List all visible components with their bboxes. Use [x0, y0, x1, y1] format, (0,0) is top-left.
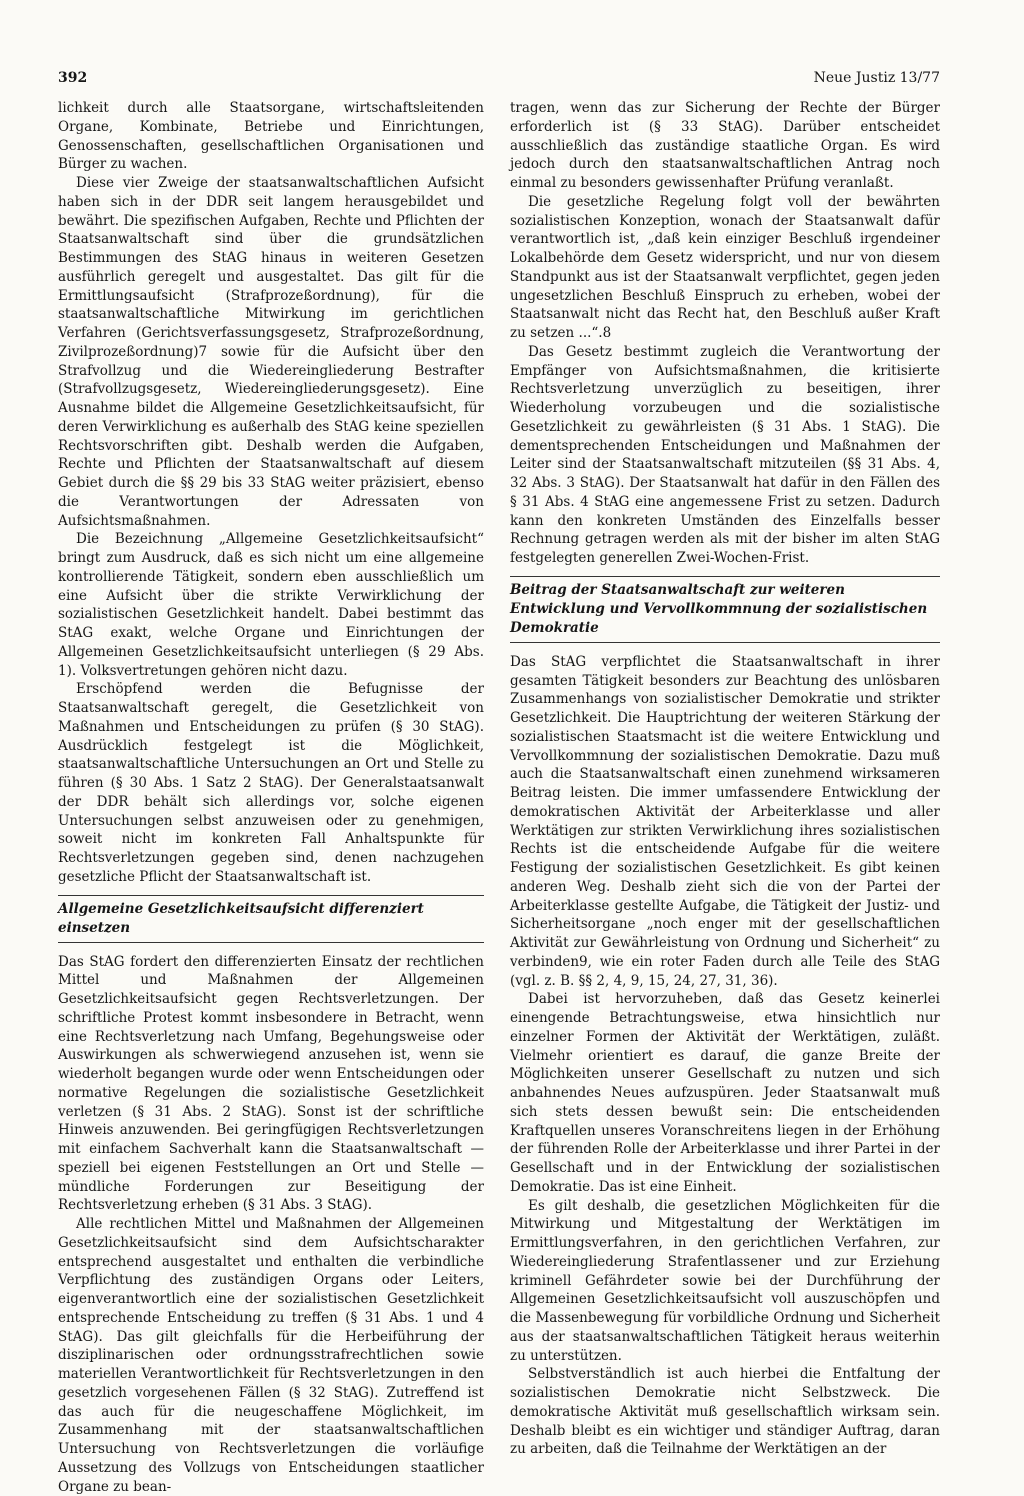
paragraph: Selbstverständlich ist auch hierbei die Entfaltung der sozialistischen Demokratie nicht Selbstzweck. Die demokratische Aktivität muß gesellschaftlich wirksam sein. Deshalb bleibt es ein wichtiger und ständiger Auftrag, daran zu arbeiten, daß die Teilnahme der Werktätigen an der	[510, 1366, 940, 1458]
paragraph: tragen, wenn das zur Sicherung der Rechte der Bürger erforderlich ist (§ 33 StAG). Darüber entscheidet ausschließlich das zuständige staatliche Organ. Es wird jedoch durch den staatsanwaltschaftlichen Antrag noch einmal zu besonders gewissenhafter Prüfung veranlaßt.	[510, 100, 940, 191]
paragraph: Die Bezeichnung „Allgemeine Gesetzlichkeitsaufsicht“ bringt zum Ausdruck, daß es sich nicht um eine allgemeine kontrollierende Tätigkeit, sondern eben ausschließlich um eine Aufsicht über die strikte Verwirklichung der sozialistischen Gesetzlichkeit handelt. Dabei bestimmt das StAG exakt, welche Organe und Einrichtungen der Allgemeinen Gesetzlichkeitsaufsicht unterliegen (§ 29 Abs. 1). Volksvertretungen gehören nicht dazu.	[58, 531, 484, 679]
journal-title: Neue Justiz 13/77	[813, 70, 940, 86]
paragraph: Alle rechtlichen Mittel und Maßnahmen der Allgemeinen Gesetzlichkeitsaufsicht sind dem Aufsichtscharakter entsprechend ausgestaltet und enthalten die verbindliche Verpflichtung des zuständigen Organs oder Leiters, eigenverantwortlich eine der sozialistischen Gesetzlichkeit entsprechende Entscheidung zu treffen (§ 31 Abs. 1 und 4 StAG). Das gilt gleichfalls für die Herbeiführung der disziplinarischen oder ordnungsstrafrechtlichen sowie materiellen Verantwortlichkeit für Rechtsverletzungen in den gesetzlich vorgesehenen Fällen (§ 32 StAG). Zutreffend ist das auch für die neugeschaffene Möglichkeit, im Zusammenhang mit der staatsanwaltschaftlichen Untersuchung von Rechtsverletzungen die vorläufige Aussetzung des Vollzugs von Entscheidungen staatlicher Organe zu bean-	[58, 1216, 484, 1495]
section-heading: Allgemeine Gesetzlichkeitsaufsicht differenziert einsetzen	[58, 895, 484, 943]
paragraph: Die gesetzliche Regelung folgt voll der bewährten sozialistischen Konzeption, wonach der Staatsanwalt dafür verantwortlich ist, „daß kein einziger Beschluß irgendeiner Lokalbehörde dem Gesetz widerspricht, und nur von diesem Standpunkt aus ist der Staatsanwalt verpflichtet, gegen jeden ungesetzlichen Beschluß Einspruch zu erheben, wobei der Staatsanwalt nicht das Recht hat, den Beschluß außer Kraft zu setzen ...“.8	[510, 193, 940, 341]
paragraph: lichkeit durch alle Staatsorgane, wirtschaftsleitenden Organe, Kombinate, Betriebe und Einrichtungen, Genossenschaften, gesellschaftlichen Organisationen und Bürger zu wachen.	[58, 100, 484, 173]
paragraph: Das Gesetz bestimmt zugleich die Verantwortung der Empfänger von Aufsichtsmaßnahmen, die kritisierte Rechtsverletzung unverzüglich zu beseitigen, ihrer Wiederholung vorzubeugen und die sozialistische Gesetzlichkeit zu gewährleisten (§ 31 Abs. 1 StAG). Die dementsprechenden Entscheidungen und Maßnahmen der Leiter sind der Staatsanwaltschaft mitzuteilen (§§ 31 Abs. 4, 32 Abs. 3 StAG). Der Staatsanwalt hat dafür in den Fällen des § 31 Abs. 4 StAG eine angemessene Frist zu setzen. Dadurch kann den konkreten Umständen des Einzelfalls besser Rechnung getragen werden als mit der bisher im alten StAG festgelegten generellen Zwei-Wochen-Frist.	[510, 343, 940, 566]
paragraph: Dabei ist hervorzuheben, daß das Gesetz keinerlei einengende Betrachtungsweise, etwa hinsichtlich nur einzelner Formen der Aktivität der Werktätigen, zuläßt. Vielmehr orientiert es darauf, die ganze Breite der Möglichkeiten unserer Gesellschaft zu nutzen und sich anbahnendes Neues aufzuspüren. Jeder Staatsanwalt muß sich stets dessen bewußt sein: Die entscheidenden Kraftquellen unseres Voranschreitens liegen in der Erhöhung der führenden Rolle der Arbeiterklasse und ihrer Partei in der Gesellschaft und in der Entwicklung der sozialistischen Demokratie. Das ist eine Einheit.	[510, 991, 940, 1195]
right-column	[510, 99, 940, 1458]
paragraph: Das StAG verpflichtet die Staatsanwaltschaft in ihrer gesamten Tätigkeit besonders zur Beachtung des unlösbaren Zusammenhangs von sozialistischer Demokratie und strikter Gesetzlichkeit. Die Hauptrichtung der weiteren Stärkung der sozialistischen Staatsmacht ist die weitere Entwicklung und Vervollkommnung der sozialistischen Demokratie. Dazu muß auch die Staatsanwaltschaft einen zunehmend wirksameren Beitrag leisten. Die immer umfassendere Entwicklung der demokratischen Aktivität der Arbeiterklasse und aller Werktätigen zur strikten Verwirklichung ihres sozialistischen Rechts ist die entscheidende Aufgabe für die weitere Festigung der sozialistischen Gesetzlichkeit. Es gibt keinen anderen Weg. Deshalb zieht sich die von der Partei der Arbeiterklasse gestellte Aufgabe, die Tätigkeit der Justiz- und Sicherheitsorgane „noch enger mit der gesellschaftlichen Aktivität zur Gewährleistung von Ordnung und Sicherheit“ zu verbinden9, wie ein roter Faden durch alle Teile des StAG (vgl. z. B. §§ 2, 4, 9, 15, 24, 27, 31, 36).	[510, 653, 940, 989]
section-heading: Beitrag der Staatsanwaltschaft zur weiteren Entwicklung und Vervollkommnung der sozialistischen Demokratie	[510, 576, 940, 643]
paragraph: Erschöpfend werden die Befugnisse der Staatsanwaltschaft geregelt, die Gesetzlichkeit von Maßnahmen und Entscheidungen zu prüfen (§ 30 StAG). Ausdrücklich festgelegt ist die Möglichkeit, staatsanwaltschaftliche Untersuchungen an Ort und Stelle zu führen (§ 30 Abs. 1 Satz 2 StAG). Der Generalstaatsanwalt der DDR behält sich allerdings vor, solche eigenen Untersuchungen selbst anzuweisen oder zu genehmigen, soweit nicht im konkreten Fall Anhaltspunkte für Rechtsverletzungen gegeben sind, denen nachzugehen gesetzliche Pflicht der Staatsanwaltschaft ist.	[58, 681, 484, 885]
paragraph: Es gilt deshalb, die gesetzlichen Möglichkeiten für die Mitwirkung und Mitgestaltung der Werktätigen im Ermittlungsverfahren, in den gerichtlichen Verfahren, zur Wiedereingliederung Strafentlassener und zur Erziehung kriminell Gefährdeter sowie bei der Durchführung der Allgemeinen Gesetzlichkeitsaufsicht voll auszuschöpfen und die Massenbewegung für vorbildliche Ordnung und Sicherheit aus der staatsanwaltschaftlichen Tätigkeit heraus weiterhin zu unterstützen.	[510, 1197, 940, 1364]
page-number: 392	[58, 70, 88, 86]
paragraph: Diese vier Zweige der staatsanwaltschaftlichen Aufsicht haben sich in der DDR seit langem herausgebildet und bewährt. Die spezifischen Aufgaben, Rechte und Pflichten der Staatsanwaltschaft sind über die grundsätzlichen Bestimmungen des StAG hinaus in weiteren Gesetzen ausführlich geregelt und ausgestaltet. Das gilt für die Ermittlungsaufsicht (Strafprozeßordnung), für die staatsanwaltschaftliche Mitwirkung im gerichtlichen Verfahren (Gerichtsverfassungsgesetz, Strafprozeßordnung, Zivilprozeßordnung)7 sowie für die Aufsicht über den Strafvollzug und die Wiedereingliederung Bestrafter (Strafvollzugsgesetz, Wiedereingliederungsgesetz). Eine Ausnahme bildet die Allgemeine Gesetzlichkeitsaufsicht, für deren Verwirklichung es außerhalb des StAG keine speziellen Rechtsvorschriften gibt. Deshalb werden die Aufgaben, Rechte und Pflichten der Staatsanwaltschaft auf diesem Gebiet durch die §§ 29 bis 33 StAG weiter präzisiert, ebenso die Verantwortungen der Adressaten von Aufsichtsmaßnahmen.	[58, 175, 484, 529]
page-header	[58, 70, 940, 92]
paragraph: Das StAG fordert den differenzierten Einsatz der rechtlichen Mittel und Maßnahmen der Allgemeinen Gesetzlichkeitsaufsicht gegen Rechtsverletzungen. Der schriftliche Protest kommt insbesondere in Betracht, wenn eine Rechtsverletzung nach Umfang, Begehungsweise oder Auswirkungen als schwerwiegend anzusehen ist, wenn sie wiederholt begangen wurde oder wenn Entscheidungen oder normative Regelungen die sozialistische Gesetzlichkeit verletzen (§ 31 Abs. 2 StAG). Sonst ist der schriftliche Hinweis anzuwenden. Bei geringfügigen Rechtsverletzungen mit einfachem Sachverhalt kann die Staatsanwaltschaft — speziell bei eigenen Feststellungen an Ort und Stelle — mündliche Forderungen zur Beseitigung der Rechtsverletzung erheben (§ 31 Abs. 3 StAG).	[58, 953, 484, 1214]
left-column	[58, 99, 484, 1495]
